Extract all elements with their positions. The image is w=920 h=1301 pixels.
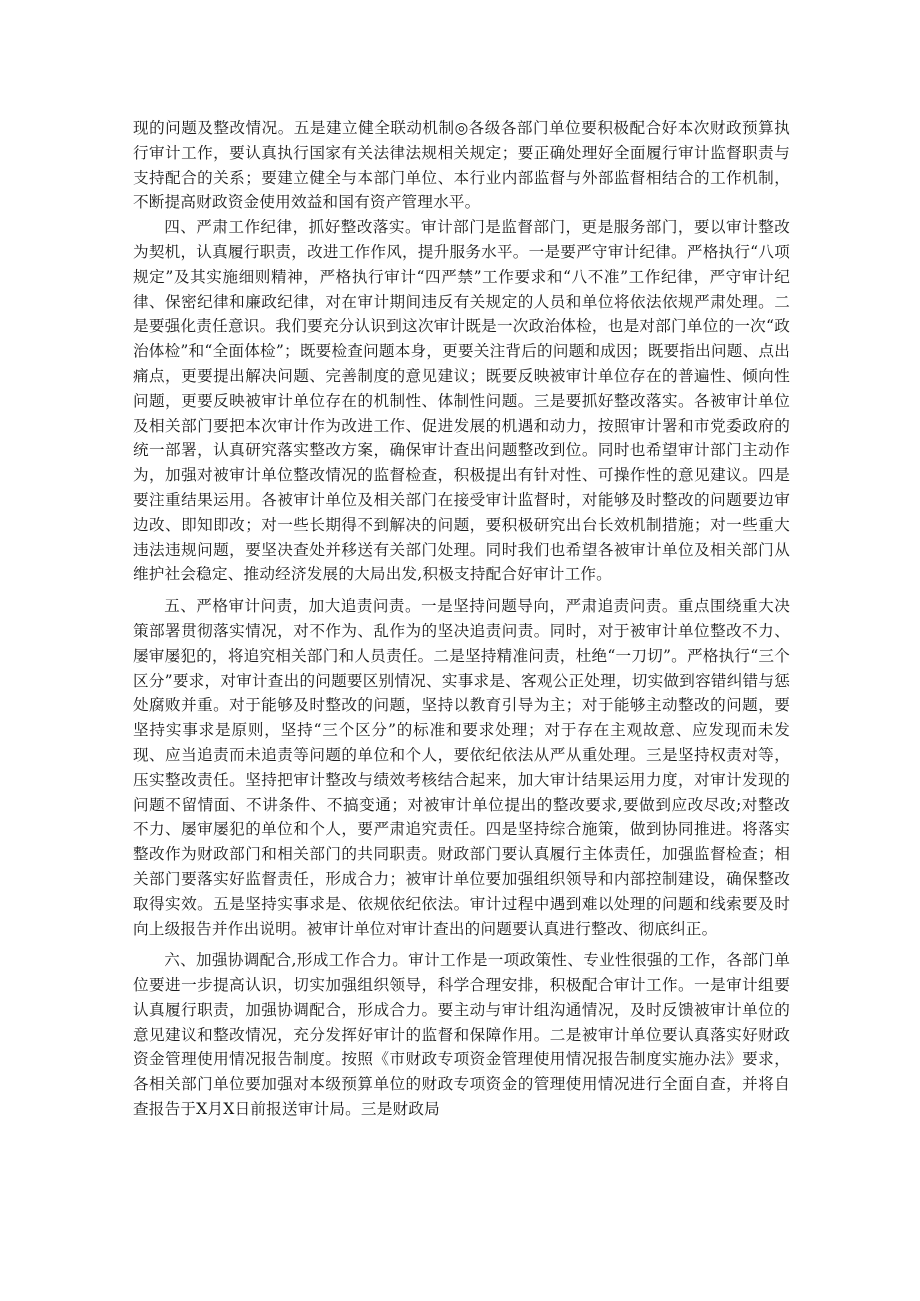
paragraph-section-4: 四、严肃工作纪律，抓好整改落实。审计部门是监督部门，更是服务部门，要以审计整改为契机，认真履行职责，改进工作作风，提升服务水平。一是要严守审计纪律。严格执行“八项规定”及其实施细则精神，严格执行审计“四严禁”工作要求和“八不准”工作纪律，严守审计纪律、保密纪律和廉政纪律，对在审计期间违反有关规定的人员和单位将依法依规严肃处理。二是要强化责任意识。我们要充分认识到这次审计既是一次政治体检，也是对部门单位的一次“政治体检”和“全面体检”；既要检查问题本身，更要关注背后的问题和成因；既要指出问题、点出痛点，更要提出解决问题、完善制度的意见建议；既要反映被审计单位存在的普遍性、倾向性问题，更要反映被审计单位存在的机制性、体制性问题。三是要抓好整改落实。各被审计单位及相关部门要把本次审计作为改进工作、促进发展的机遇和动力，按照审计署和市党委政府的统一部署，认真研究落实整改方案，确保审计查出问题整改到位。同时也希望审计部门主动作为，加强对被审计单位整改情况的监督检查，积极提出有针对性、可操作性的意见建议。四是要注重结果运用。各被审计单位及相关部门在接受审计监督时，对能够及时整改的问题要边审边改、即知即改；对一些长期得不到解决的问题，要积极研究出台长效机制措施；对一些重大违法违规问题，要坚决查处并移送有关部门处理。同时我们也希望各被审计单位及相关部门从维护社会稳定、推动经济发展的大局出发,积极支持配合好审计工作。 bbox=[133, 218, 790, 584]
paragraph-continuation: 现的问题及整改情况。五是建立健全联动机制◎各级各部门单位要积极配合好本次财政预算执行审计工作，要认真执行国家有关法律法规相关规定；要正确处理好全面履行审计监督职责与支持配合的关系；要建立健全与本部门单位、本行业内部监督与外部监督相结合的工作机制，不断提高财政资金使用效益和国有资产管理水平。 bbox=[133, 119, 790, 212]
document-body bbox=[133, 116, 790, 1122]
paragraph-section-5: 五、严格审计问责，加大追责问责。一是坚持问题导向，严肃追责问责。重点围绕重大决策部署贯彻落实情况，对不作为、乱作为的坚决追责问责。同时，对于被审计单位整改不力、屡审屡犯的，将追究相关部门和人员责任。二是坚持精准问责，杜绝“一刀切”。严格执行“三个区分”要求，对审计查出的问题要区别情况、实事求是、客观公正处理，切实做到容错纠错与惩处腐败并重。对于能够及时整改的问题，坚持以教育引导为主；对于能够主动整改的问题，要坚持实事求是原则，坚持“三个区分”的标准和要求处理；对于存在主观故意、应发现而未发现、应当追责而未追责等问题的单位和个人，要依纪依法从严从重处理。三是坚持权责对等，压实整改责任。坚持把审计整改与绩效考核结合起来，加大审计结果运用力度，对审计发现的问题不留情面、不讲条件、不搞变通；对被审计单位提出的整改要求,要做到应改尽改;对整改不力、屡审屡犯的单位和个人，要严肃追究责任。四是坚持综合施策，做到协同推进。将落实整改作为财政部门和相关部门的共同职责。财政部门要认真履行主体责任，加强监督检查；相关部门要落实好监督责任，形成合力；被审计单位要加强组织领导和内部控制建设，确保整改取得实效。五是坚持实事求是、依规依纪依法。审计过程中遇到难以处理的问题和线索要及时向上级报告并作出说明。被审计单位对审计查出的问题要认真进行整改、彻底纠正。 bbox=[133, 597, 790, 938]
paragraph-section-6: 六、加强协调配合,形成工作合力。审计工作是一项政策性、专业性很强的工作，各部门单位要进一步提高认识，切实加强组织领导，科学合理安排，积极配合审计工作。一是审计组要认真履行职责，加强协调配合，形成合力。要主动与审计组沟通情况，及时反馈被审计单位的意见建议和整改情况，充分发挥好审计的监督和保障作用。二是被审计单位要认真落实好财政资金管理使用情况报告制度。按照《市财政专项资金管理使用情况报告制度实施办法》要求，各相关部门单位要加强对本级预算单位的财政专项资金的管理使用情况进行全面自查，并将自查报告于X月X日前报送审计局。三是财政局 bbox=[133, 951, 790, 1119]
